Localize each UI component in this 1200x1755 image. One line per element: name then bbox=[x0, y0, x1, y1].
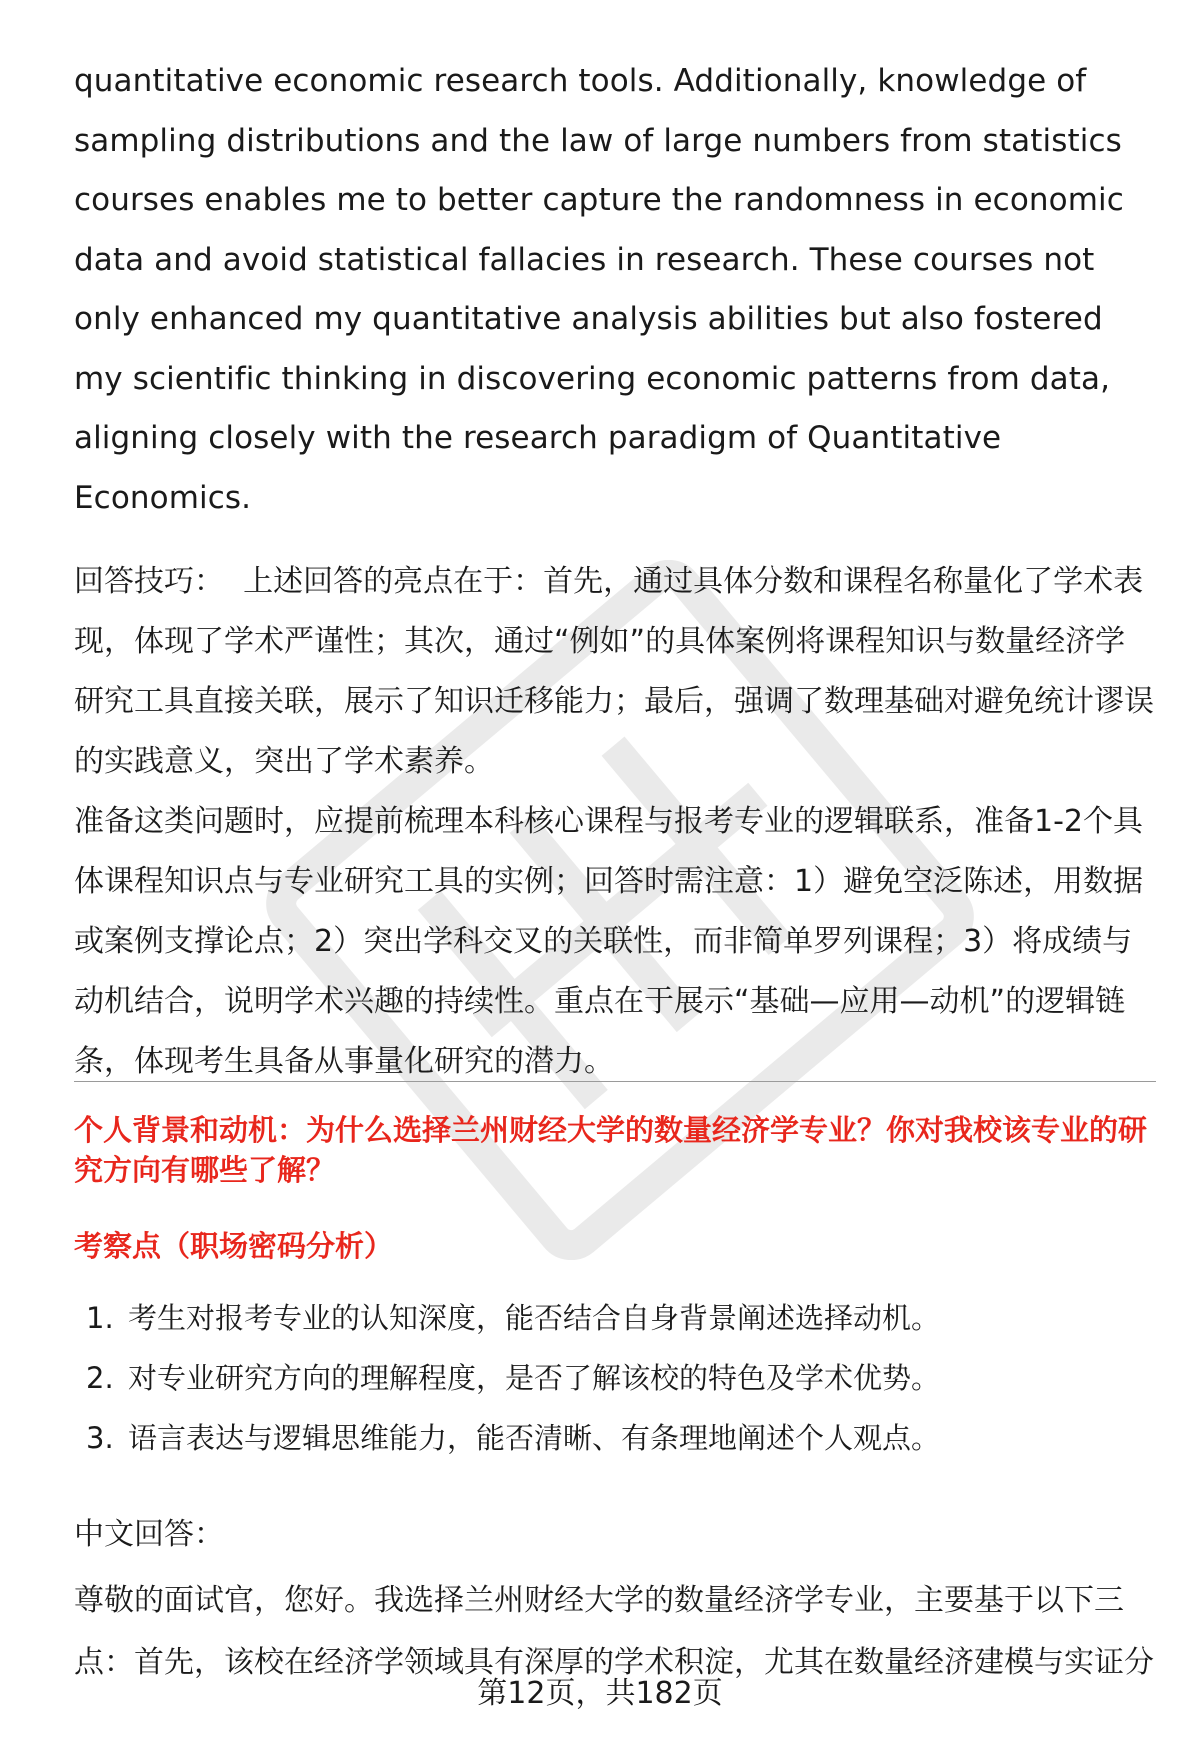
question-title: 个人背景和动机：为什么选择兰州财经大学的数量经济学专业？你对我校该专业的研究方向有哪些了解？ bbox=[74, 1113, 1148, 1187]
list-item-text: 语言表达与逻辑思维能力，能否清晰、有条理地阐述个人观点。 bbox=[128, 1421, 941, 1455]
list-item bbox=[86, 1356, 940, 1416]
answer-paragraph: 尊敬的面试官，您好。我选择兰州财经大学的数量经济学专业，主要基于以下三点：首先，该校在经济学领域具有深厚的学术积淀，尤其在数量经济建模与实证分 bbox=[74, 1583, 1154, 1680]
tips-paragraph bbox=[74, 552, 1154, 792]
tips-label: 回答技巧： bbox=[74, 564, 224, 599]
prep-paragraph: 准备这类问题时，应提前梳理本科核心课程与报考专业的逻辑联系，准备1-2个具体课程知识点与专业研究工具的实例；回答时需注意：1）避免空泛陈述，用数据或案例支撑论点；2）突出学科交叉的关联性，而非简单罗列课程；3）将成绩与动机结合，说明学术兴趣的持续性。重点在于展示“基础—应用—动机”的逻辑链条，体现考生具备从事量化研究的潜力。 bbox=[74, 804, 1144, 1079]
answer-label: 中文回答： bbox=[74, 1517, 224, 1552]
list-item-text: 考生对报考专业的认知深度，能否结合自身背景阐述选择动机。 bbox=[128, 1301, 941, 1335]
list-item bbox=[86, 1296, 940, 1356]
list-item bbox=[86, 1416, 940, 1476]
section-divider bbox=[74, 1081, 1156, 1082]
points-list bbox=[86, 1296, 940, 1476]
list-item-number: 2. bbox=[86, 1361, 114, 1395]
list-item-number: 3. bbox=[86, 1421, 114, 1455]
list-item-text: 对专业研究方向的理解程度，是否了解该校的特色及学术优势。 bbox=[128, 1361, 941, 1395]
page-content bbox=[74, 0, 1154, 1092]
page-footer: 第12页，共182页 bbox=[477, 1676, 723, 1711]
intro-paragraph: quantitative economic research tools. Additionally, knowledge of sampling distributions and the law of large numbers from statistics courses enables me to better capture the randomness in economic data and avoid statistical fallacies in research. These courses not only enhanced my quantitative analysis abilities but also fostered my scientific thinking in discovering economic patterns from data, aligning closely with the research paradigm of Quantitative Economics. bbox=[74, 63, 1124, 516]
points-title: 考察点（职场密码分析） bbox=[74, 1229, 394, 1263]
tips-text: 上述回答的亮点在于：首先，通过具体分数和课程名称量化了学术表现，体现了学术严谨性；其次，通过“例如”的具体案例将课程知识与数量经济学研究工具直接关联，展示了知识迁移能力；最后，强调了数理基础对避免统计谬误的实践意义，突出了学术素养。 bbox=[74, 564, 1154, 779]
list-item-number: 1. bbox=[86, 1301, 114, 1335]
